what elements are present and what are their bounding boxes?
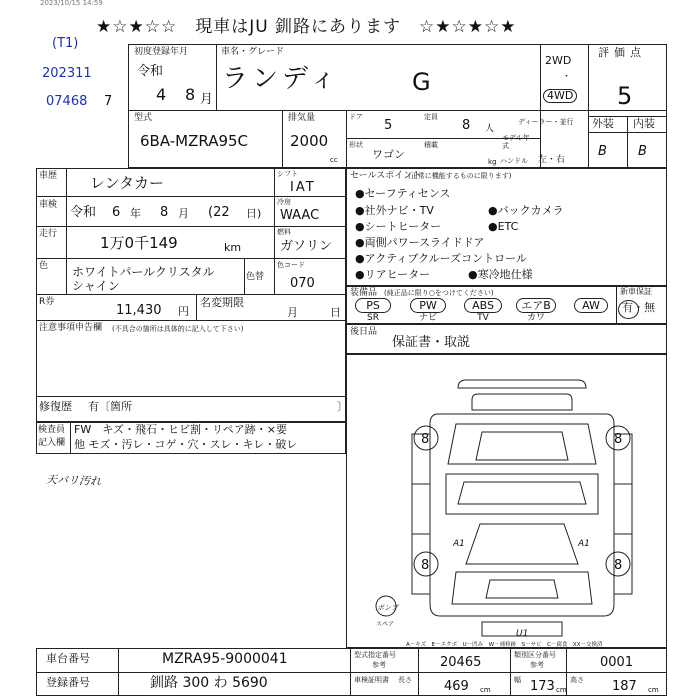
repair-value: 有〔箇所	[88, 400, 132, 413]
type-designation-sub: 参考	[372, 661, 386, 669]
displacement-unit: cc	[330, 156, 338, 164]
ref-suffix: 7	[104, 94, 113, 109]
damage-legend: A－キズ E－エクボ U－凹み W－補修跡 S－サビ C－腐食 XX－交換済	[406, 642, 603, 648]
inspection-year-unit: 年	[130, 207, 141, 220]
first-reg-label: 初度登録年月	[134, 47, 189, 57]
wheel-mark: 8	[421, 432, 430, 447]
sales-point: ●寒冷地仕様	[468, 268, 533, 281]
model-code: 6BA-MZRA95C	[140, 132, 249, 150]
sales-point: ●シートヒーター	[355, 220, 442, 233]
category-sub: 参考	[530, 661, 544, 669]
type-designation: 20465	[440, 655, 482, 670]
history-label: 車歴	[39, 171, 58, 181]
inspection-year: 6	[112, 205, 121, 220]
first-reg-era: 令和	[137, 64, 164, 79]
inspection-day: (22	[208, 205, 230, 220]
inspection-month-unit: 月	[178, 207, 189, 220]
sales-points-note: (正常に機能するものに限ります)	[408, 172, 512, 180]
sales-point: ●リアヒーター	[355, 268, 431, 281]
print-timestamp: 2023/10/15 14:59	[40, 0, 103, 7]
equip-leather: カワ	[526, 313, 545, 323]
capacity-label: 定員	[424, 113, 438, 121]
equip-aw: AW	[574, 298, 608, 313]
equip-pw: PW	[410, 298, 446, 313]
rating-value: 5	[617, 82, 633, 110]
ref-number-2: 07468	[46, 94, 88, 109]
drive-2wd: 2WD	[545, 54, 572, 67]
equip-navi: ナビ	[418, 313, 437, 323]
color-code: 070	[290, 276, 315, 291]
plate-label: 登録番号	[46, 676, 90, 689]
load-unit: kg	[488, 158, 497, 166]
inspector-row-2: 他 モズ・汚レ・コゲ・穴・スレ・キレ・破レ	[74, 438, 298, 451]
drive-4wd-circled: 4WD	[543, 89, 577, 103]
wheel-mark: 8	[614, 432, 623, 447]
notes-sub: (不具合の箇所は具体的に記入して下さい)	[112, 325, 244, 333]
inspection-era: 令和	[70, 205, 97, 220]
length-value: 469	[444, 679, 469, 694]
interior-value: B	[638, 144, 647, 159]
later-items-label: 後日品	[350, 327, 378, 337]
inspection-month: 8	[160, 205, 169, 220]
ac-value: WAAC	[280, 208, 320, 223]
deadline-day: 日	[330, 306, 341, 319]
color-change-label: 色替	[246, 272, 265, 282]
exterior-label: 外装	[592, 117, 614, 130]
ref-tag: (T1)	[52, 36, 79, 51]
body-type-label: 形状	[349, 141, 363, 149]
equip-abs: ABS	[464, 298, 502, 313]
load-label: 積載	[424, 141, 438, 149]
recycle-unit: 円	[178, 305, 189, 318]
drive-dot: ・	[562, 72, 572, 82]
doors: 5	[384, 118, 393, 133]
inspection-day-unit: 日)	[246, 207, 262, 220]
model-year-label: モデル年式	[502, 134, 530, 150]
type-designation-label: 型式指定番号	[354, 651, 396, 659]
handle-value: 左・右	[538, 155, 566, 165]
exterior-value: B	[598, 144, 607, 159]
interior-label: 内装	[633, 117, 655, 130]
ac-label: 冷房	[277, 198, 291, 206]
sales-points-label: セールスポイント	[350, 171, 422, 181]
length-unit: cm	[480, 686, 491, 694]
displacement: 2000	[290, 132, 329, 150]
height-value: 187	[612, 679, 637, 694]
width-label: 幅	[514, 676, 521, 684]
equipment-note: (純正品に限り○をつけてください)	[384, 289, 494, 297]
sales-point: ●社外ナビ・TV	[355, 204, 434, 217]
wheel-mark: 8	[614, 558, 623, 573]
height-label: 高さ	[570, 676, 584, 684]
fuel-value: ガソリン	[280, 239, 333, 254]
sales-point: ●バックカメラ	[488, 204, 564, 217]
wheel-mark: 8	[421, 558, 430, 573]
notes-label: 注意事項申告欄	[39, 323, 103, 333]
fuel-label: 燃料	[277, 228, 291, 236]
color-code-label: 色コード	[277, 261, 305, 269]
color-value-1: ホワイトパールクリスタル	[72, 265, 215, 279]
damage-mark: A1	[578, 539, 590, 549]
capacity: 8	[462, 118, 471, 133]
repair-close: 〕	[337, 400, 348, 413]
warranty-circle	[618, 300, 639, 319]
grade: G	[412, 68, 431, 96]
sales-point: ●アクティブクルーズコントロール	[355, 252, 527, 265]
shift-label: シフト	[277, 170, 298, 178]
width-unit: cm	[556, 686, 567, 694]
category-label: 類別区分番号	[514, 651, 556, 659]
chassis-number: MZRA95-9000041	[162, 651, 288, 667]
recycle-value: 11,430	[116, 303, 162, 318]
height-unit: cm	[648, 686, 659, 694]
rating-label: 評価点	[598, 46, 646, 59]
length-label: 長さ	[398, 676, 412, 684]
model-name: ランディ	[222, 64, 340, 94]
width-value: 173	[530, 679, 555, 694]
sales-point: ●両側パワースライドドア	[355, 236, 485, 249]
capacity-unit: 人	[485, 124, 495, 134]
color-value-2: シャイン	[72, 279, 120, 293]
mileage-unit: km	[224, 241, 242, 254]
recycle-label: R券	[39, 297, 55, 307]
mileage-value: 1万0千149	[100, 234, 178, 252]
chassis-label: 車台番号	[46, 652, 90, 665]
car-diagram	[346, 354, 667, 648]
deadline-month: 月	[287, 306, 298, 319]
first-reg-year: 4	[156, 85, 167, 104]
damage-mark: U1	[516, 629, 529, 639]
doors-label: ドア	[349, 113, 363, 121]
deadline-label: 名変期限	[200, 296, 244, 309]
dealer-label: ディーラー・並行	[518, 118, 574, 126]
damage-mark: A1	[453, 539, 465, 549]
displacement-label: 排気量	[288, 113, 316, 123]
inspector-row-1: FW キズ・飛石・ヒビ割・リペア跡・×要	[74, 423, 287, 436]
cert-label: 車検証明書	[354, 676, 389, 684]
history-value: レンタカー	[90, 174, 165, 192]
location-banner: ★☆★☆☆ 現車はJU 釧路にあります ☆★☆★☆★	[96, 17, 517, 37]
handle-label: ハンドル	[500, 157, 528, 165]
model-name-label: 車名・グレード	[221, 47, 285, 57]
body-type: ワゴン	[372, 148, 405, 161]
sales-point: ●ETC	[488, 220, 519, 233]
warranty-value: 有・無	[622, 301, 655, 314]
color-label: 色	[39, 261, 49, 271]
first-reg-month-unit: 月	[200, 92, 214, 107]
spare-label: スペア	[376, 621, 395, 628]
handwritten-note: 天バリ汚れ	[45, 473, 102, 488]
ref-number-1: 202311	[42, 66, 92, 81]
equip-airbag: エアB	[516, 298, 556, 313]
sales-point: ●セーフティセンス	[355, 187, 451, 200]
category-number: 0001	[600, 655, 634, 670]
mileage-label: 走行	[39, 229, 58, 239]
equip-sr: SR	[367, 313, 379, 323]
equip-tv: TV	[477, 313, 489, 323]
model-code-label: 型式	[134, 113, 153, 123]
equip-ps: PS	[355, 298, 391, 313]
plate-number: 釧路 300 わ 5690	[150, 675, 268, 691]
warranty-label: 新車保証	[620, 287, 652, 296]
inspector-label-2: 記入欄	[38, 438, 66, 448]
shift-value: IAT	[290, 180, 316, 195]
spare-hand-note: ポンプ	[377, 604, 398, 612]
inspector-label-1: 検査員	[38, 425, 66, 435]
inspection-label: 車検	[39, 200, 58, 210]
first-reg-month: 8	[185, 85, 196, 104]
equipment-label: 装備品	[350, 288, 378, 298]
later-items-value: 保証書・取説	[392, 335, 471, 350]
repair-label: 修復歴	[39, 400, 72, 413]
